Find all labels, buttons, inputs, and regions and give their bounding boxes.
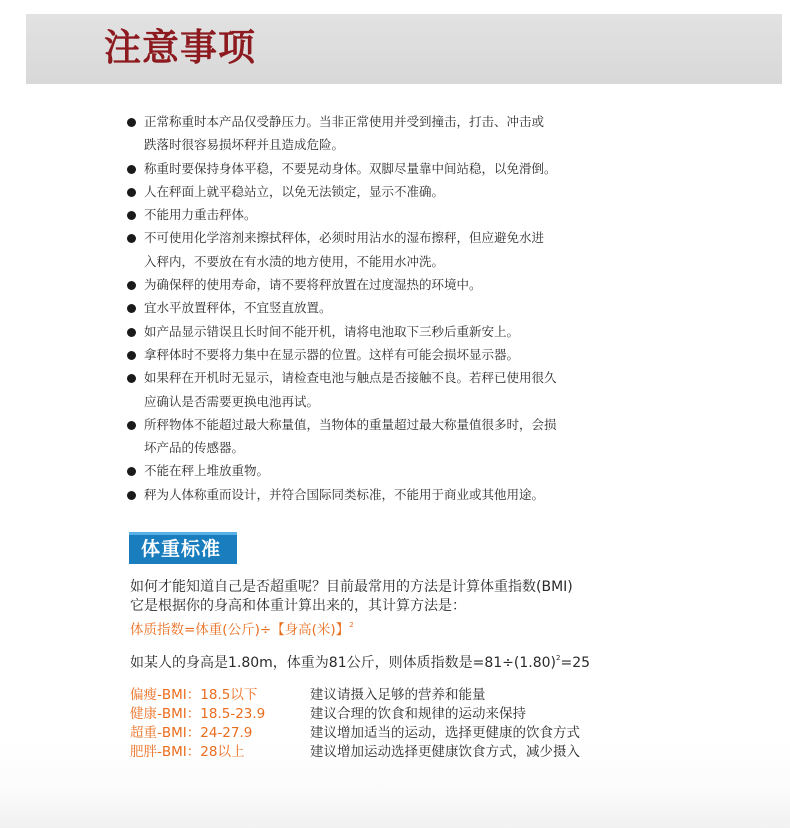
bmi-range-label: 肥胖-BMI：28以上 [130, 744, 245, 760]
bmi-range-label: 健康-BMI：18.5-23.9 [130, 706, 266, 722]
note-item [125, 203, 645, 226]
formula-text: 体质指数=体重(公斤)÷【身高(米)】 [130, 622, 350, 638]
bullet-icon [127, 351, 136, 360]
note-item [125, 226, 645, 273]
example-result: =25 [560, 655, 591, 671]
note-item [125, 366, 645, 413]
note-item [125, 110, 645, 157]
bullet-icon [127, 374, 136, 383]
note-line: 秤为人体称重而设计，并符合国际同类标准，不能用于商业或其他用途。 [144, 486, 545, 502]
note-line: 为确保秤的使用寿命，请不要将秤放置在过度湿热的环境中。 [144, 277, 482, 293]
bmi-range-row [130, 724, 690, 743]
intro-line: 如何才能知道自己是否超重呢？目前最常用的方法是计算体重指数(BMI) [130, 579, 573, 595]
note-line: 不能用力重击秤体。 [144, 207, 257, 223]
bmi-range-table [130, 686, 690, 762]
bmi-range-row [130, 743, 690, 762]
note-item [125, 483, 645, 506]
bullet-icon [127, 165, 136, 174]
note-line: 宜水平放置秤体，不宜竖直放置。 [144, 300, 332, 316]
note-item [125, 343, 645, 366]
bullet-icon [127, 211, 136, 220]
bmi-range-row [130, 705, 690, 724]
note-item [125, 180, 645, 203]
intro-line: 它是根据你的身高和体重计算出来的，其计算方法是： [130, 598, 466, 614]
note-line: 正常称重时本产品仅受静压力。当非正常使用并受到撞击，打击、冲击或 [144, 114, 545, 129]
bmi-advice: 建议增加运动选择更健康饮食方式，减少摄入 [310, 744, 580, 760]
note-line: 称重时要保持身体平稳，不要晃动身体。双脚尽量靠中间站稳，以免滑倒。 [144, 160, 557, 176]
section-title: 体重标准 [141, 538, 222, 560]
bmi-range-label: 超重-BMI：24-27.9 [130, 725, 253, 741]
note-line: 如果秤在开机时无显示，请检查电池与触点是否接触不良。若秤已使用很久 [144, 370, 557, 386]
bullet-icon [127, 188, 136, 197]
note-line: 入秤内，不要放在有水渍的地方使用，不能用水冲洗。 [144, 253, 445, 269]
note-item [125, 459, 645, 482]
note-item [125, 320, 645, 343]
note-line: 拿秤体时不要将力集中在显示器的位置。这样有可能会损坏显示器。 [144, 346, 520, 362]
bullet-icon [127, 118, 136, 127]
note-line: 不可使用化学溶剂来擦拭秤体，必须时用沾水的湿布擦秤，但应避免水进 [144, 230, 545, 246]
bmi-range-label: 偏瘦-BMI：18.5以下 [130, 687, 258, 703]
note-line: 不能在秤上堆放重物。 [144, 463, 270, 479]
bullet-icon [127, 467, 136, 476]
note-item [125, 157, 645, 180]
note-line: 坏产品的传感器。 [144, 440, 245, 456]
section-tag [129, 532, 237, 564]
page-title: 注意事项 [104, 26, 256, 69]
bullet-icon [127, 421, 136, 430]
bmi-advice: 建议增加适当的运动，选择更健康的饮食方式 [310, 725, 580, 741]
formula-superscript: 2 [349, 621, 354, 629]
notes-list [125, 110, 645, 506]
example-text: 如某人的身高是1.80m，体重为81公斤，则体质指数是=81÷(1.80) [130, 655, 556, 671]
note-line: 人在秤面上就平稳站立，以免无法锁定，显示不准确。 [144, 183, 445, 199]
bullet-icon [127, 304, 136, 313]
bullet-icon [127, 281, 136, 290]
bullet-icon [127, 328, 136, 337]
note-line: 所秤物体不能超过最大称量值，当物体的重量超过最大称量值很多时，会损 [144, 416, 557, 432]
bmi-intro [130, 578, 690, 673]
note-item [125, 273, 645, 296]
note-line: 如产品显示错误且长时间不能开机，请将电池取下三秒后重新安上。 [144, 323, 520, 339]
bullet-icon [127, 234, 136, 243]
bmi-formula [130, 616, 690, 640]
note-line: 跌落时很容易损坏秤并且造成危险。 [144, 137, 345, 153]
note-item [125, 413, 645, 460]
bmi-advice: 建议请摄入足够的营养和能量 [310, 687, 486, 703]
bmi-advice: 建议合理的饮食和规律的运动来保持 [310, 706, 526, 722]
note-item [125, 296, 645, 319]
bmi-example [130, 649, 690, 673]
note-line: 应确认是否需要更换电池再试。 [144, 393, 320, 409]
bullet-icon [127, 491, 136, 500]
bmi-range-row [130, 686, 690, 705]
example-superscript: 2 [556, 654, 561, 662]
